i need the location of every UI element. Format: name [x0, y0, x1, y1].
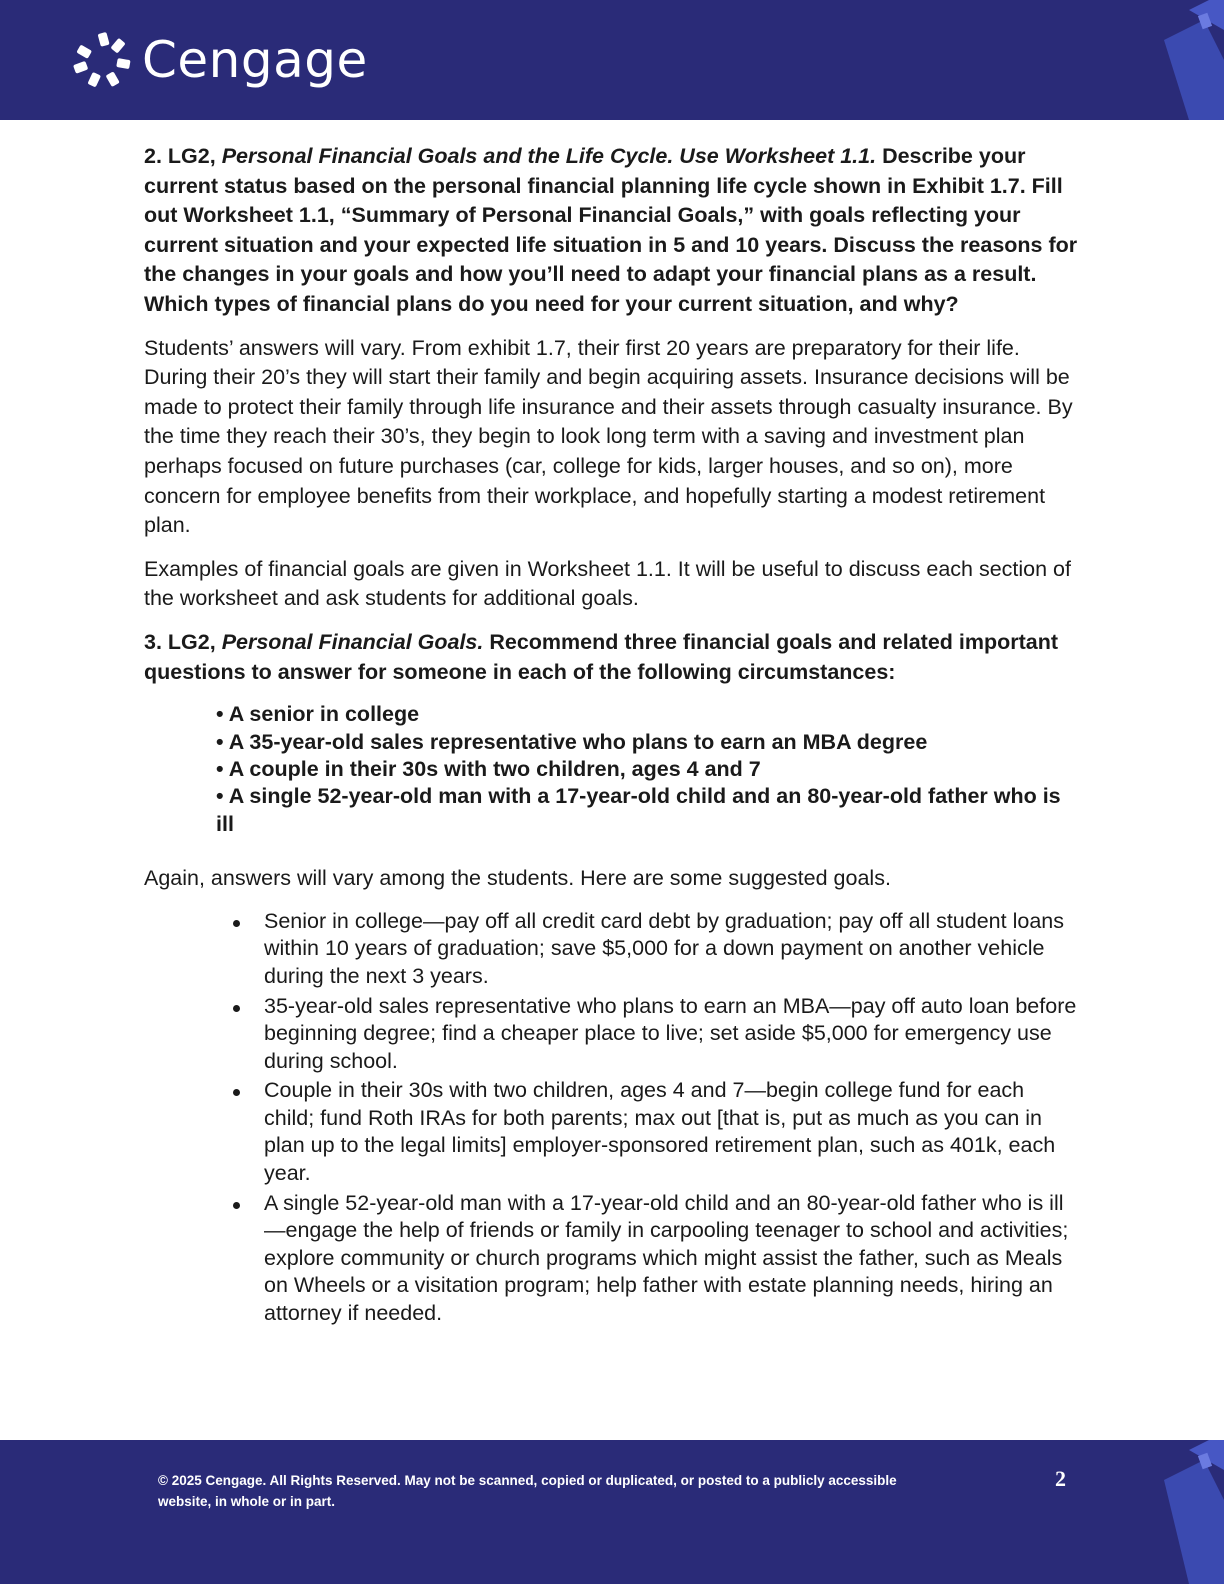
question-body: Recommend three financial goals and related important questions to answer for someone in each of the following circumstances: — [144, 629, 1059, 684]
page-footer — [0, 1440, 1224, 1584]
list-item: • A single 52-year-old man with a 17-year-old child and an 80-year-old father who is ill — [216, 784, 1061, 836]
list-item: • A senior in college — [216, 702, 420, 727]
page-header — [0, 0, 1224, 120]
goal-text: 35-year-old sales representative who plans to earn an MBA—pay off auto loan before beginning degree; find a cheaper place to live; set aside $5,000 for emergency use during school. — [264, 993, 1077, 1073]
question-title: Personal Financial Goals and the Life Cycle. Use Worksheet 1.1. — [221, 144, 877, 168]
question-2 — [144, 142, 1080, 320]
cengage-spark-icon — [72, 29, 134, 91]
bullet-icon — [233, 920, 240, 927]
list-item — [264, 993, 1080, 1076]
corner-decoration-icon — [1134, 1440, 1224, 1584]
question-number: 3. LG2, — [144, 629, 216, 654]
question-title: Personal Financial Goals. — [221, 629, 484, 654]
brand-name: Cengage — [142, 31, 368, 89]
circumstances-list — [144, 701, 1080, 838]
list-item — [264, 1077, 1080, 1187]
list-item: • A 35-year-old sales representative who plans to earn an MBA degree — [216, 729, 928, 754]
question-3 — [144, 628, 1080, 687]
bullet-icon — [233, 1005, 240, 1012]
goal-text: Couple in their 30s with two children, ages 4 and 7—begin college fund for each child; fund Roth IRAs for both parents; max out [that is, put as much as you can in plan up to the legal limits] employer-sponsored retirement plan, such as 401k, each year. — [264, 1078, 1056, 1186]
corner-decoration-icon — [1134, 0, 1224, 120]
suggested-goals-list — [144, 908, 1080, 1328]
list-item — [264, 1190, 1080, 1328]
cengage-logo — [72, 30, 368, 90]
page-number: 2 — [1055, 1466, 1066, 1491]
goal-text: A single 52-year-old man with a 17-year-old child and an 80-year-old father who is ill—engage the help of friends or family in carpooling teenager to school and activities; explore community or church programs which might assist the father, such as Meals on Wheels or a visitation program; help father with estate planning needs, hiring an attorney if needed. — [264, 1190, 1069, 1326]
bullet-icon — [233, 1202, 240, 1209]
answer-paragraph: Examples of financial goals are given in Worksheet 1.1. It will be useful to discuss each section of the worksheet and ask students for additional goals. — [144, 556, 1071, 611]
list-item — [264, 908, 1080, 991]
page-content — [144, 142, 1080, 1330]
bullet-icon — [233, 1089, 240, 1096]
list-item: • A couple in their 30s with two children, ages 4 and 7 — [216, 756, 761, 781]
answer-paragraph: Students’ answers will vary. From exhibit 1.7, their first 20 years are preparatory for their life. During their 20’s they will start their family and begin acquiring assets. Insurance decisions will be made to protect their family through life insurance and their assets through casualty insurance. By the time they reach their 30’s, they begin to look long term with a saving and investment plan perhaps focused on future purchases (car, college for kids, larger houses, and so on), more concern for employee benefits from their workplace, and hopefully starting a modest retirement plan. — [144, 335, 1073, 538]
answer-intro: Again, answers will vary among the students. Here are some suggested goals. — [144, 866, 891, 891]
copyright-notice: © 2025 Cengage. All Rights Reserved. May not be scanned, copied or duplicated, or posted to a publicly accessible website, in whole or in part. — [158, 1473, 897, 1509]
goal-text: Senior in college—pay off all credit card debt by graduation; pay off all student loans within 10 years of graduation; save $5,000 for a down payment on another vehicle during the next 3 years. — [264, 908, 1064, 988]
question-number: 2. LG2, — [144, 144, 216, 168]
question-body: Describe your current status based on the personal financial planning life cycle shown in Exhibit 1.7. Fill out Worksheet 1.1, “Summary of Personal Financial Goals,” with goals reflecting your current situation and your expected life situation in 5 and 10 years. Discuss the reasons for the changes in your goals and how you’ll need to adapt your financial plans as a result. Which types of financial plans do you need for your current situation, and why? — [144, 144, 1078, 316]
